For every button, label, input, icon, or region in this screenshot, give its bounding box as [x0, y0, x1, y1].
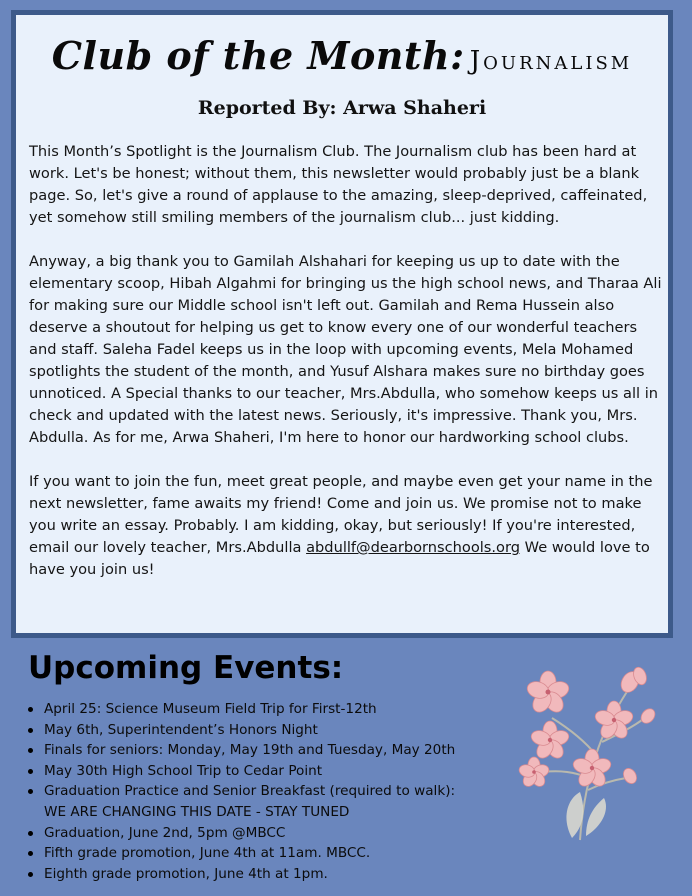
event-item-text: Graduation Practice and Senior Breakfast (required to walk):	[44, 783, 456, 800]
event-item: Fifth grade promotion, June 4th at 11am. MBCC.	[24, 843, 504, 864]
paragraph-3-end: We would love to have you join us!	[29, 539, 650, 578]
club-of-month-card	[11, 10, 673, 638]
byline: Reported By: Arwa Shaheri	[197, 97, 487, 119]
paragraph-2: Anyway, a big thank you to Gamilah Alshahari for keeping us up to date with the elementary scoop, Hibah Algahmi for bringing us the high school news, and Tharaa Ali for making sure our Middle school isn't left out. Gamilah and Rema Hussein also deserve a shoutout for helping us get to know every one of our wonderful teachers and staff. Saleha Fadel keeps us in the loop with upcoming events, Mela Mohamed spotlights the student of the month, and Yusuf Alshara makes sure no birthday goes unnoticed. A Special thanks to our teacher, Mrs.Abdulla, who somehow keeps us all in check and updated with the latest news. Seriously, it's impressive. Thank you, Mrs. Abdulla. As for me, Arwa Shaheri, I'm here to honor our hardworking school clubs.	[29, 253, 662, 446]
events-list	[24, 699, 504, 884]
event-item: May 30th High School Trip to Cedar Point	[24, 761, 504, 782]
event-item: April 25: Science Museum Field Trip for First-12th	[24, 699, 504, 720]
email-link[interactable]: abdullf@dearbornschools.org	[306, 539, 520, 556]
paragraph-1: This Month’s Spotlight is the Journalism Club. The Journalism club has been hard at work. Let's be honest; without them, this newsletter would probably just be a blank page. So, let's give a round of applause to the amazing, sleep-deprived, caffeinated, yet somehow still smiling members of the journalism club... just kidding.	[29, 143, 648, 226]
event-item: Graduation, June 2nd, 5pm @MBCC	[24, 823, 504, 844]
event-item: Eighth grade promotion, June 4th at 1pm.	[24, 864, 504, 885]
title-caps: Journalism	[469, 46, 633, 76]
title-script: Club of the Month:	[51, 33, 465, 78]
event-item-note: WE ARE CHANGING THIS DATE - STAY TUNED	[44, 803, 350, 820]
paragraph-3-text: If you want to join the fun, meet great people, and maybe even get your name in the next newsletter, fame awaits my friend! Come and join us. We promise not to make you write an essay. Probably. I am kidding, okay, but seriously! If you're interested, email our lovely teacher, Mrs.Abdulla	[29, 473, 653, 556]
event-item: Finals for seniors: Monday, May 19th and Tuesday, May 20th	[24, 740, 504, 761]
event-item: May 6th, Superintendent’s Honors Night	[24, 720, 504, 741]
events-title: Upcoming Events:	[28, 650, 344, 686]
paragraph-3	[29, 471, 669, 581]
cherry-blossom-icon	[510, 660, 670, 845]
event-item	[24, 781, 504, 822]
article-title	[16, 33, 668, 78]
article-body	[29, 141, 669, 581]
